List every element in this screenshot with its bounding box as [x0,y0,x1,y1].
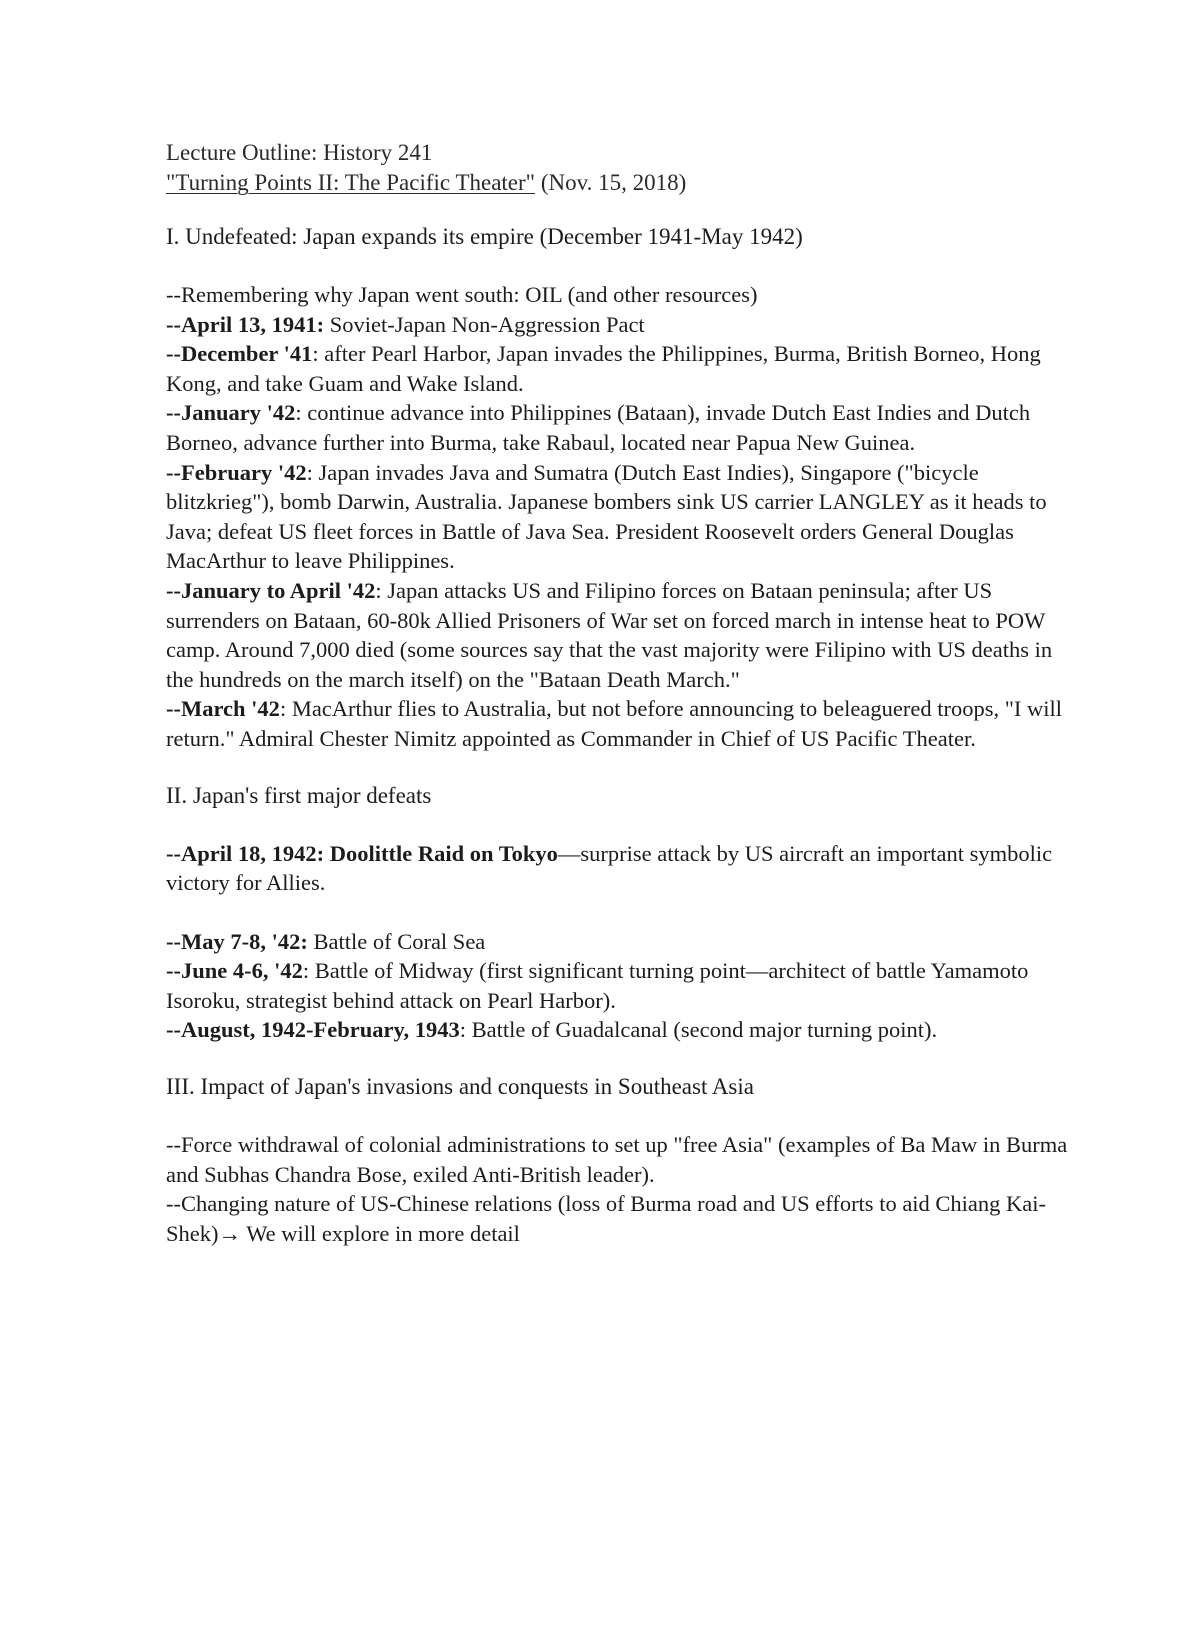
outline-entry: --May 7-8, '42: Battle of Coral Sea [166,928,486,954]
outline-entry: --Changing nature of US-Chinese relations (loss of Burma road and US efforts to aid Chiang Kai-Shek)→ We will explore in more detail [166,1191,1047,1246]
lecture-title-line [166,168,1080,198]
section-heading-2: II. Japan's first major defeats [166,782,432,808]
outline-entry: --February '42: Japan invades Java and Sumatra (Dutch East Indies), Singapore ("bicycle blitzkrieg"), bomb Darwin, Australia. Japanese bombers sink US carrier LANGLEY as it heads to Java; defeat US fleet forces in Battle of Java Sea. President Roosevelt orders General Douglas MacArthur to leave Philippines. [166,459,1047,574]
outline-entry: --April 13, 1941: Soviet-Japan Non-Aggression Pact [166,311,645,337]
section-heading-3: III. Impact of Japan's invasions and conquests in Southeast Asia [166,1074,754,1100]
outline-entry: --June 4-6, '42: Battle of Midway (first significant turning point—architect of battle Yamamoto Isoroku, strategist behind attack on Pearl Harbor). [166,958,1029,1013]
outline-entry: --April 18, 1942: Doolittle Raid on Tokyo—surprise attack by US aircraft an important symbolic victory for Allies. [166,840,1053,896]
outline-entry: --December '41: after Pearl Harbor, Japan invades the Philippines, Burma, British Borneo, Hong Kong, and take Guam and Wake Island. [166,341,1041,396]
outline-entry: --Remembering why Japan went south: OIL (and other resources) [166,282,758,307]
outline-entry: --March '42: MacArthur flies to Australia, but not before announcing to beleaguered troops, "I will return." Admiral Chester Nimitz appointed as Commander in Chief of US Pacific Theater. [166,696,1063,751]
outline-entry: --January '42: continue advance into Philippines (Bataan), invade Dutch East Indies and Dutch Borneo, advance further into Burma, take Rabaul, located near Papua New Guinea. [166,400,1031,455]
section-heading-1: I. Undefeated: Japan expands its empire (December 1941-May 1942) [166,224,803,249]
lecture-title: "Turning Points II: The Pacific Theater" [166,170,536,195]
lecture-date: (Nov. 15, 2018) [535,170,687,195]
outline-entry: --January to April '42: Japan attacks US and Filipino forces on Bataan peninsula; after US surrenders on Bataan, 60-80k Allied Prisoners of War set on forced march in intense heat to POW camp. Around 7,000 died (some sources say that the vast majority were Filipino with US deaths in the hundreds on the march itself) on the "Bataan Death March." [166,577,1053,692]
course-line: Lecture Outline: History 241 [166,140,433,165]
outline-entry: --August, 1942-February, 1943: Battle of Guadalcanal (second major turning point). [166,1017,938,1043]
outline-entry: --Force withdrawal of colonial administrations to set up "free Asia" (examples of Ba Maw in Burma and Subhas Chandra Bose, exiled Anti-British leader). [166,1132,1068,1187]
